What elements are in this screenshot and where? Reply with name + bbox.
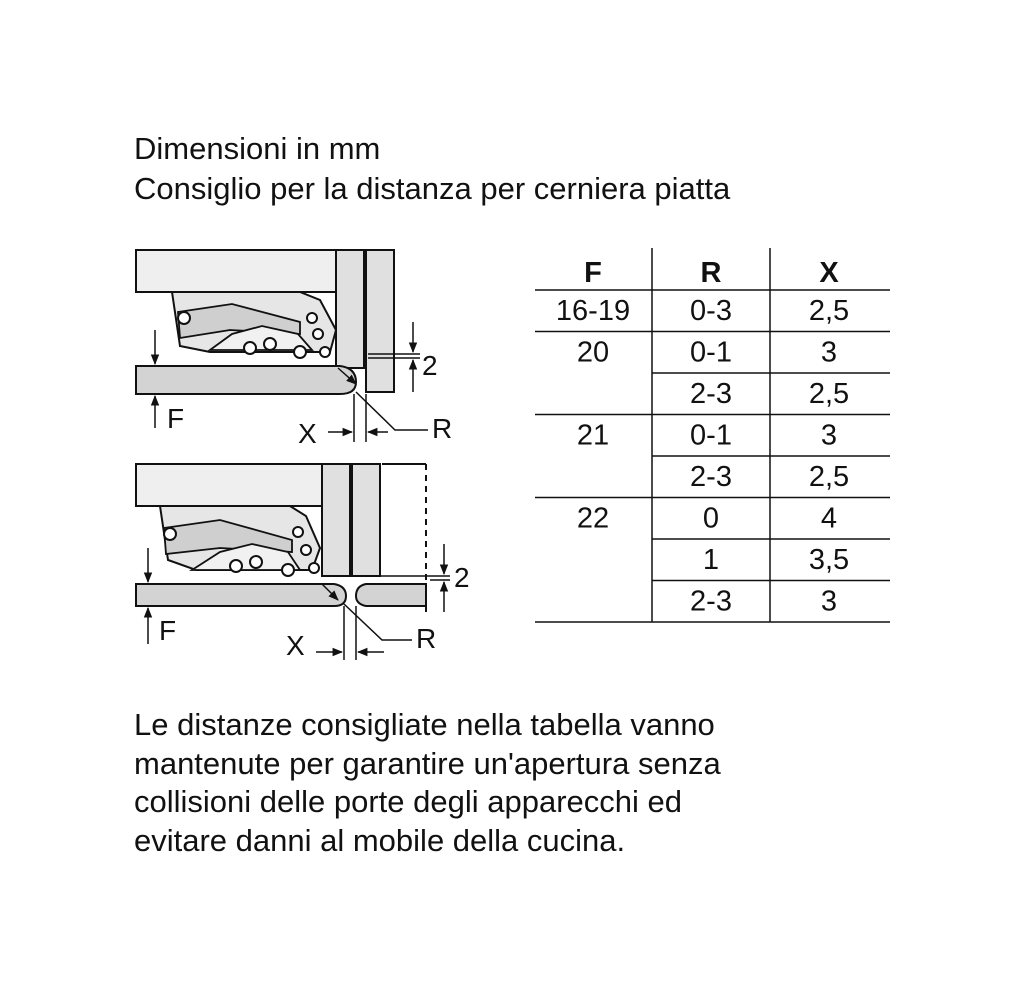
- side-panel-a: [322, 464, 350, 576]
- table-cell-x: 3: [820, 419, 838, 452]
- hinge-rivet: [309, 563, 319, 573]
- table-header: R: [700, 257, 722, 289]
- distance-table: [535, 248, 890, 622]
- x-label: X: [286, 630, 305, 661]
- table-cell-f: 16-19: [555, 295, 631, 327]
- hinge-rivet: [320, 347, 330, 357]
- hinge-rivet: [164, 528, 176, 540]
- gap-label: 2: [422, 350, 438, 381]
- top-cabinet-panel: [136, 464, 322, 506]
- hinge-rivet: [264, 338, 276, 350]
- table-cell-r: 2-3: [690, 585, 732, 618]
- table-cell-x: 2,5: [808, 295, 850, 327]
- table-header: F: [584, 257, 602, 289]
- r-label: R: [416, 623, 437, 654]
- r-label: R: [432, 413, 453, 444]
- door-shelf: [356, 584, 426, 606]
- table-cell-f: 22: [576, 502, 610, 535]
- table-header: X: [819, 257, 839, 289]
- heading-subtitle: Consiglio per la distanza per cerniera piatta: [134, 171, 731, 206]
- table-cell-x: 2,5: [808, 378, 850, 410]
- table-cell-f: 20: [576, 336, 610, 369]
- r-leader: [344, 604, 412, 640]
- side-panel-b: [352, 464, 380, 576]
- note-line: collisioni delle porte degli apparecchi ed: [134, 784, 683, 819]
- table-cell-r: 0-1: [690, 336, 732, 369]
- heading-units: Dimensioni in mm: [134, 131, 381, 166]
- note-line: evitare danni al mobile della cucina.: [134, 822, 626, 858]
- hinge-rivet: [282, 564, 294, 576]
- gap-label: 2: [454, 562, 470, 593]
- hinge-rivet: [313, 329, 323, 339]
- f-label: F: [159, 615, 177, 646]
- door-panel: [366, 250, 394, 392]
- x-label: X: [298, 418, 317, 449]
- hinge-rivet: [250, 556, 262, 568]
- table-cell-x: 3: [820, 585, 838, 618]
- note-line: mantenute per garantire un'apertura senza: [134, 745, 721, 781]
- table-cell-r: 1: [702, 544, 720, 576]
- hinge-diagram-bottom: [136, 464, 470, 661]
- table-cell-x: 3,5: [808, 544, 850, 576]
- hinge-rivet: [293, 527, 303, 537]
- table-cell-r: 2-3: [690, 378, 732, 410]
- table-cell-r: 0: [702, 502, 720, 535]
- side-panel-a: [336, 250, 364, 368]
- cabinet-shelf: [136, 366, 356, 394]
- hinge-rivet: [178, 312, 190, 324]
- f-label: F: [167, 403, 185, 434]
- note-line: Le distanze consigliate nella tabella vanno: [134, 707, 715, 742]
- table-cell-x: 3: [820, 336, 838, 369]
- hinge-rivet: [244, 342, 256, 354]
- hinge-rivet: [230, 560, 242, 572]
- top-cabinet-panel: [136, 250, 336, 292]
- hinge-rivet: [301, 545, 311, 555]
- cabinet-shelf: [136, 584, 346, 606]
- table-cell-x: 2,5: [808, 461, 850, 493]
- table-cell-r: 0-1: [690, 419, 732, 452]
- table-cell-f: 21: [576, 419, 610, 452]
- table-cell-r: 0-3: [690, 295, 732, 327]
- hinge-diagram-top: [136, 250, 452, 449]
- hinge-rivet: [307, 313, 317, 323]
- table-cell-r: 2-3: [690, 461, 732, 493]
- note-paragraph: [134, 706, 894, 860]
- hinge-rivet: [294, 346, 306, 358]
- table-cell-x: 4: [820, 502, 838, 535]
- r-leader: [356, 392, 428, 430]
